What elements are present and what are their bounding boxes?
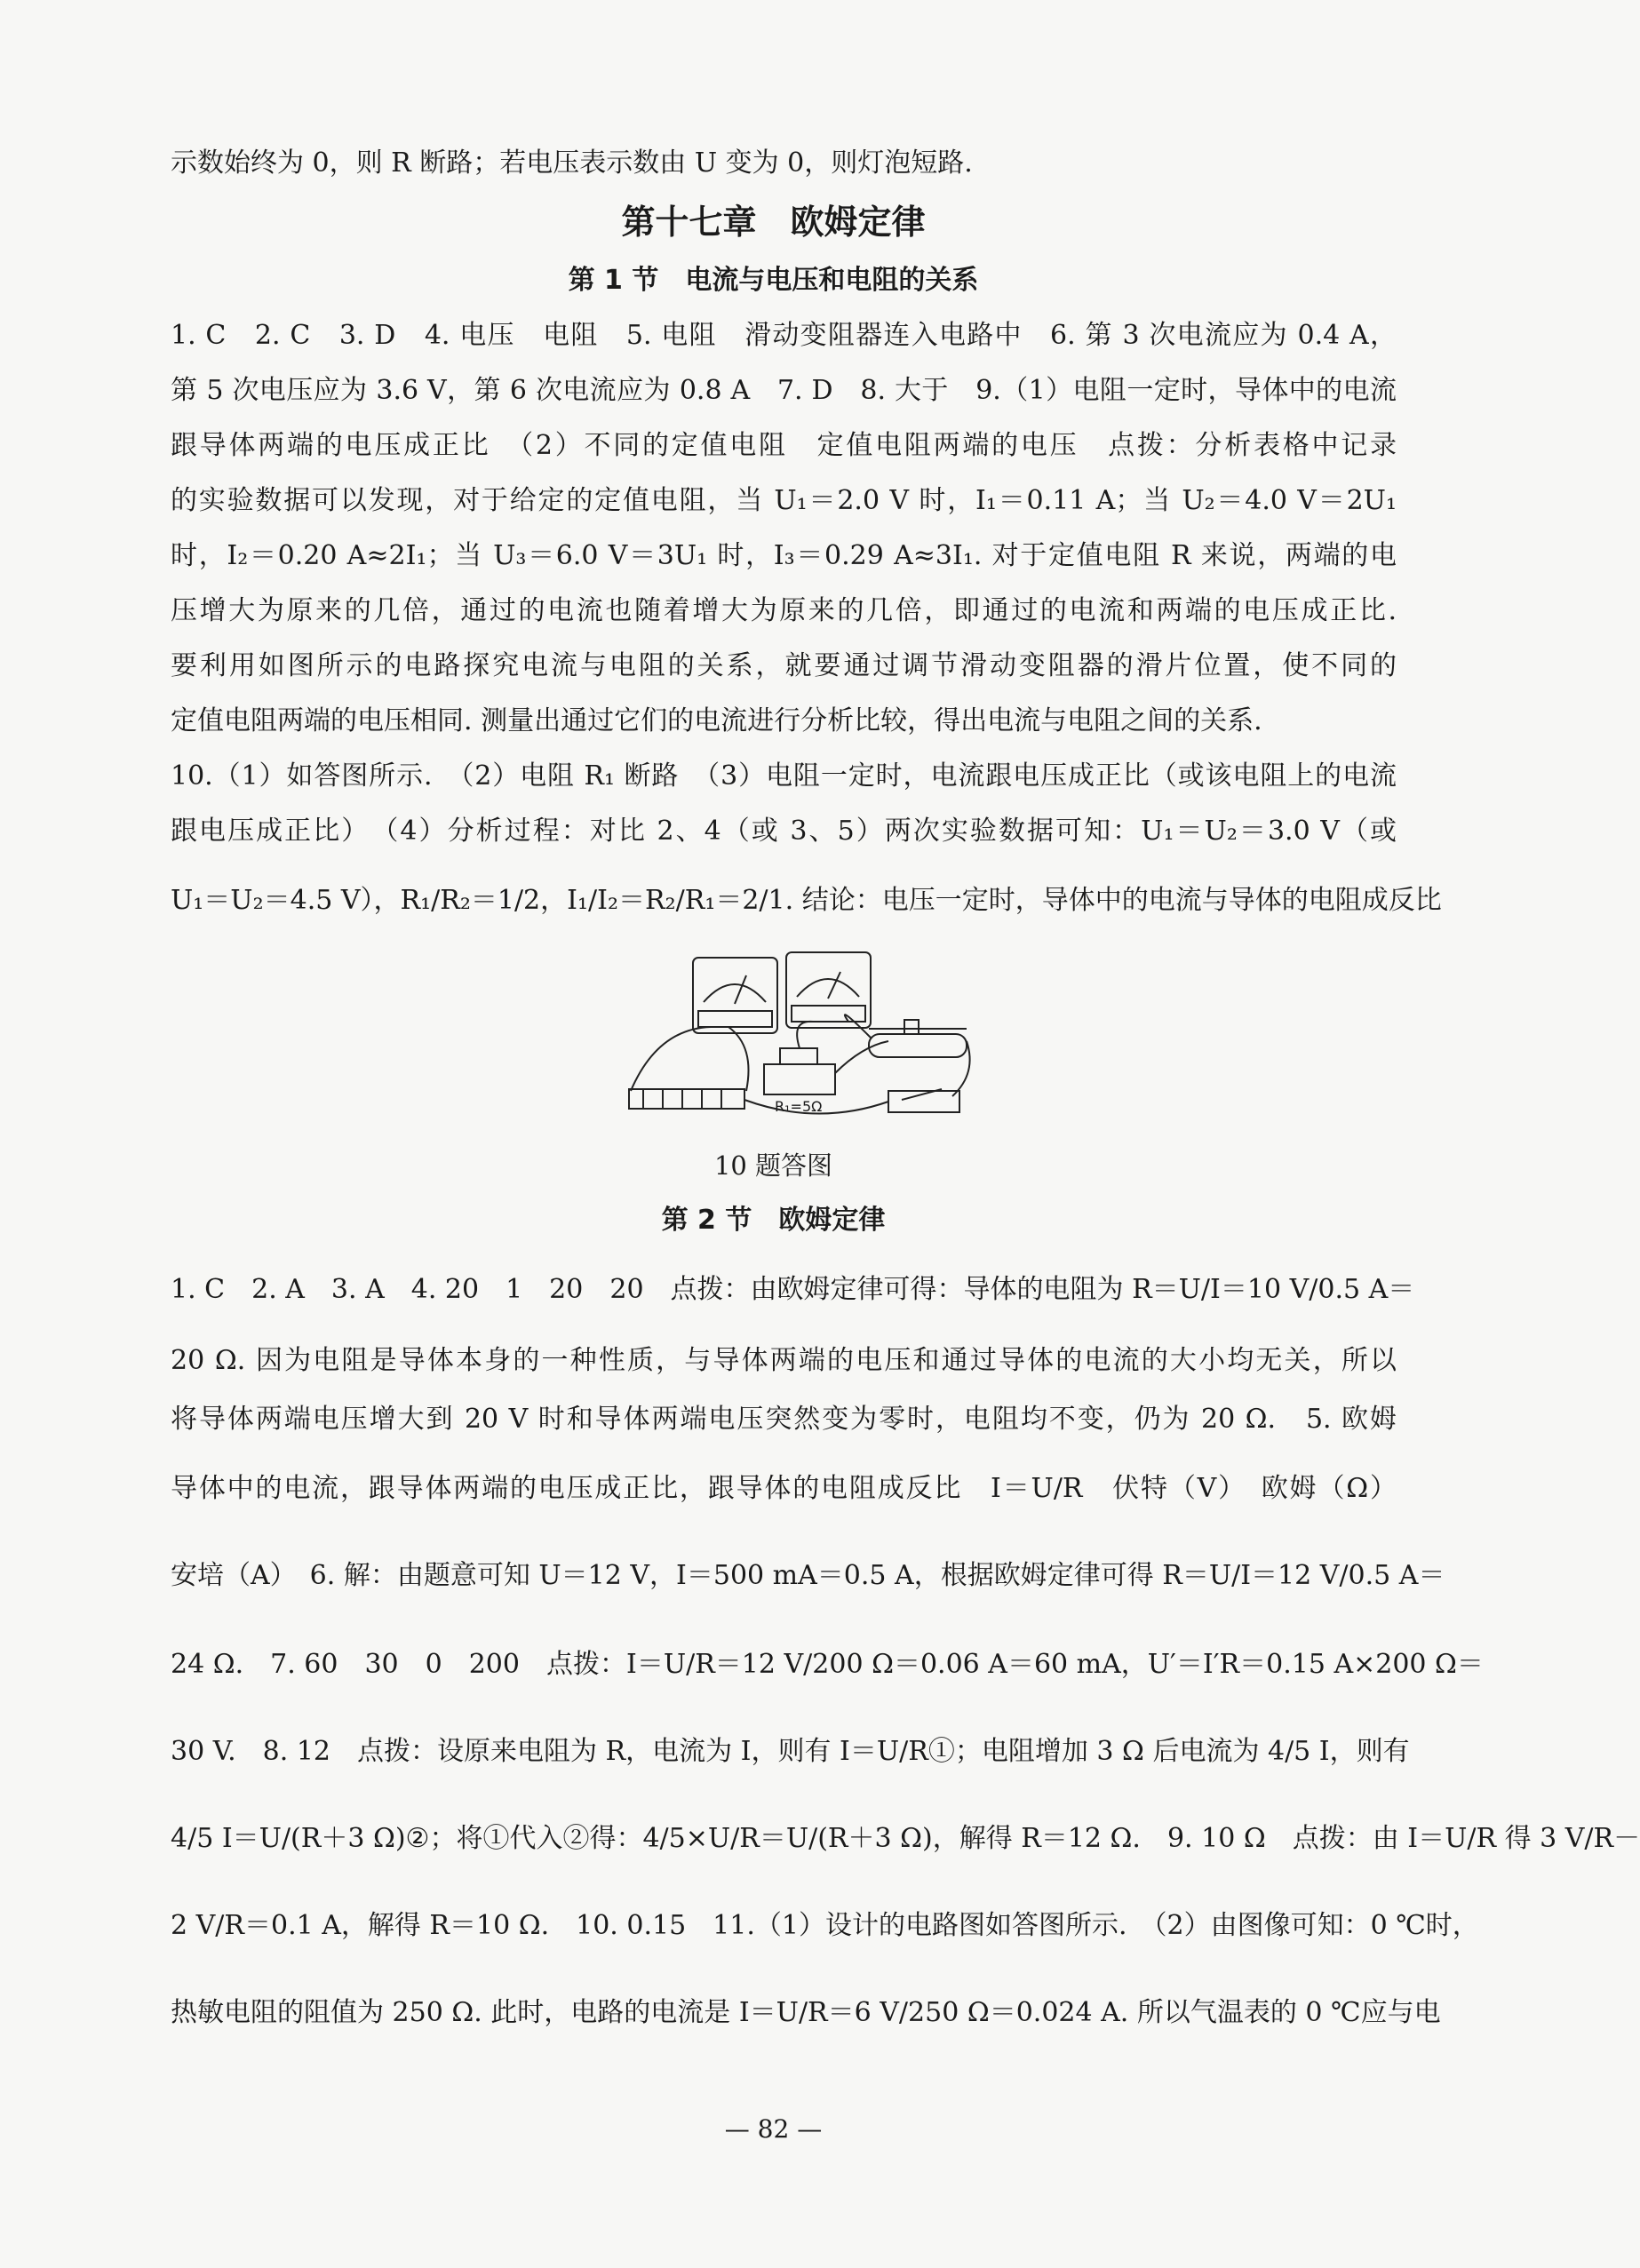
- rheostat-icon: [869, 1034, 967, 1057]
- text-line: 1. C 2. C 3. D 4. 电压 电阻 5. 电阻 滑动变阻器连入电路中 6. 第 3 次电流应为 0.4 A，: [171, 320, 1397, 351]
- text-line: 热敏电阻的阻值为 250 Ω. 此时，电路的电流是 I＝U/R＝6 V/250 Ω＝0.024 A. 所以气温表的 0 ℃应与电: [171, 1997, 1441, 2028]
- text-line: 24 Ω. 7. 60 30 0 200 点拨：I＝U/R＝12 V/200 Ω＝0.06 A＝60 mA，U′＝I′R＝0.15 A×200 Ω＝: [171, 1649, 1484, 1680]
- section-title: 第 2 节 欧姆定律: [661, 1205, 886, 1236]
- text-line: 4/5 I＝U/(R＋3 Ω)②；将①代入②得：4/5×U/R＝U/(R＋3 Ω)，解得 R＝12 Ω. 9. 10 Ω 点拨：由 I＝U/R 得 3 V/R－: [171, 1823, 1640, 1854]
- text-line: 20 Ω. 因为电阻是导体本身的一种性质，与导体两端的电压和通过导体的电流的大小均无关，所以: [171, 1345, 1397, 1376]
- text-line: 30 V. 8. 12 点拨：设原来电阻为 R，电流为 I，则有 I＝U/R①；电阻增加 3 Ω 后电流为 4/5 I，则有: [171, 1736, 1410, 1767]
- text-line: 的实验数据可以发现，对于给定的定值电阻，当 U₁＝2.0 V 时，I₁＝0.11 A；当 U₂＝4.0 V＝2U₁: [171, 485, 1397, 516]
- circuit-figure: [622, 949, 977, 1126]
- text-line: 1. C 2. A 3. A 4. 20 1 20 20 点拨：由欧姆定律可得：导体的电阻为 R＝U/I＝10 V/0.5 A＝: [171, 1274, 1415, 1305]
- text-line: 将导体两端电压增大到 20 V 时和导体两端电压突然变为零时，电阻均不变，仍为 20 Ω. 5. 欧姆: [171, 1404, 1397, 1435]
- text-line: 10.（1）如答图所示. （2）电阻 R₁ 断路 （3）电阻一定时，电流跟电压成正比（或该电阻上的电流: [171, 760, 1397, 792]
- section-title: 第 1 节 电流与电压和电阻的关系: [568, 265, 979, 296]
- ammeter-icon: [693, 958, 777, 1033]
- text-line: U₁＝U₂＝4.5 V），R₁/R₂＝1/2，I₁/I₂＝R₂/R₁＝2/1. 结论：电压一定时，导体中的电流与导体的电阻成反比: [171, 885, 1442, 916]
- resistor-label: R₁=5Ω: [775, 1098, 823, 1115]
- figure-caption: 10 题答图: [713, 1150, 833, 1181]
- voltmeter-icon: [786, 952, 871, 1028]
- chapter-title: 第十七章 欧姆定律: [621, 203, 926, 242]
- text-line: 时，I₂＝0.20 A≈2I₁；当 U₃＝6.0 V＝3U₁ 时，I₃＝0.29 A≈3I₁. 对于定值电阻 R 来说，两端的电: [171, 540, 1397, 571]
- text-line: 安培（A） 6. 解：由题意可知 U＝12 V，I＝500 mA＝0.5 A，根据欧姆定律可得 R＝U/I＝12 V/0.5 A＝: [171, 1560, 1445, 1591]
- text-line: 要利用如图所示的电路探究电流与电阻的关系，就要通过调节滑动变阻器的滑片位置，使不同的: [171, 650, 1397, 681]
- battery-icon: [629, 1089, 744, 1109]
- page-number: — 82 —: [724, 2114, 823, 2144]
- resistor-icon: [764, 1064, 835, 1094]
- text-line: 跟导体两端的电压成正比 （2）不同的定值电阻 定值电阻两端的电压 点拨：分析表格中记录: [171, 430, 1397, 461]
- text-line: 2 V/R＝0.1 A，解得 R＝10 Ω. 10. 0.15 11.（1）设计的电路图如答图所示. （2）由图像可知：0 ℃时，: [171, 1910, 1479, 1941]
- text-line: 定值电阻两端的电压相同. 测量出通过它们的电流进行分析比较，得出电流与电阻之间的关系.: [171, 705, 1262, 736]
- text-line: 跟电压成正比） （4）分析过程：对比 2、4（或 3、5）两次实验数据可知：U₁＝U₂＝3.0 V（或: [171, 816, 1397, 847]
- text-line: 压增大为原来的几倍，通过的电流也随着增大为原来的几倍，即通过的电流和两端的电压成正比.: [171, 595, 1397, 626]
- text-line: 第 5 次电压应为 3.6 V，第 6 次电流应为 0.8 A 7. D 8. 大于 9.（1）电阻一定时，导体中的电流: [171, 375, 1397, 406]
- text-line: 导体中的电流，跟导体两端的电压成正比，跟导体的电阻成反比 I＝U/R 伏特（V） 欧姆（Ω）: [171, 1473, 1397, 1504]
- text-line: 示数始终为 0，则 R 断路；若电压表示数由 U 变为 0，则灯泡短路.: [171, 147, 973, 179]
